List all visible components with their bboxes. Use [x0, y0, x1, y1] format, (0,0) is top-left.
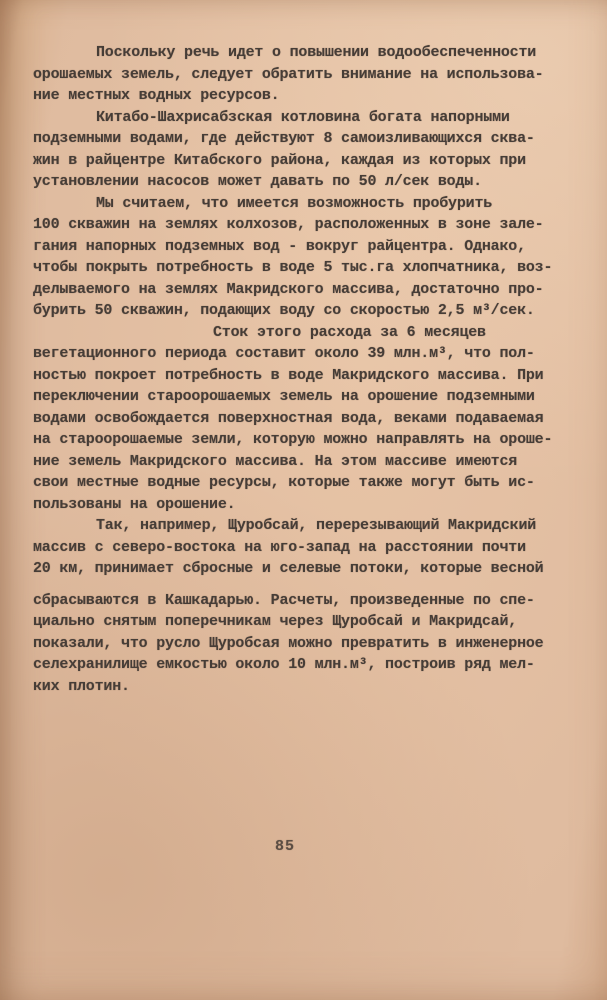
text-line: циально снятым поперечникам через Щуробсай и Макридсай,	[33, 613, 518, 630]
text-line: бурить 50 скважин, подающих воду со скоростью 2,5 м³/сек.	[33, 302, 535, 319]
text-line: ние земель Макридского массива. На этом массиве имеются	[33, 452, 518, 470]
text-line: Так, например, Щуробсай, перерезывающий Макридский	[96, 517, 537, 534]
text-line: на староорошаемые земли, которую можно направлять на ороше-	[33, 431, 553, 448]
paragraph	[33, 322, 582, 516]
page-number: 85	[274, 838, 295, 855]
text-line: селехранилище емкостью около 10 млн.м³, построив ряд мел-	[33, 656, 535, 673]
text-line: Китабо-Шахрисабзская котловина богата напорными	[96, 108, 510, 126]
text-line: ние местных водных ресурсов.	[33, 87, 280, 104]
text-line: Поскольку речь идет о повышении водообеспеченности	[96, 44, 537, 61]
paragraph	[33, 42, 582, 107]
text-line: свои местные водные ресурсы, которые также могут быть ис-	[33, 474, 535, 491]
text-line: орошаемых земель, следует обратить внимание на использова-	[33, 65, 544, 83]
document-text	[33, 42, 582, 697]
text-line: переключении староорошаемых земель на орошение подземными	[33, 388, 535, 405]
paragraph	[33, 590, 582, 698]
text-line: 20 км, принимает сбросные и селевые потоки, которые весной	[33, 560, 544, 577]
text-line: массив с северо-востока на юго-запад на расстоянии почти	[33, 538, 526, 556]
text-line: ностью покроет потребность в воде Макридского массива. При	[33, 366, 544, 384]
text-line: чтобы покрыть потребность в воде 5 тыс.га хлопчатника, воз-	[33, 259, 553, 276]
text-line: делываемого на землях Макридского массива, достаточно про-	[33, 280, 544, 298]
text-line: 100 скважин на землях колхозов, расположенных в зоне зале-	[33, 216, 544, 233]
text-line: ких плотин.	[33, 677, 130, 695]
text-line: установлении насосов может давать по 50 л/сек воды.	[33, 173, 482, 190]
paragraph	[33, 515, 582, 580]
text-line: сбрасываются в Кашкадарью. Расчеты, произведенные по спе-	[33, 591, 535, 609]
text-line: подземными водами, где действуют 8 самоизливающихся сква-	[33, 130, 535, 147]
text-line: жин в райцентре Китабского района, каждая из которых при	[33, 151, 526, 169]
text-line: Мы считаем, что имеется возможность пробурить	[96, 194, 493, 212]
paragraph	[33, 193, 582, 322]
text-line: пользованы на орошение.	[33, 495, 236, 513]
text-line: Сток этого расхода за 6 месяцев	[213, 323, 486, 341]
paragraph	[33, 107, 582, 193]
text-line: показали, что русло Щуробсая можно превратить в инженерное	[33, 634, 544, 652]
text-line: вегетационного периода составит около 39 млн.м³, что пол-	[33, 345, 535, 362]
text-line: гания напорных подземных вод - вокруг райцентра. Однако,	[33, 237, 526, 255]
text-line: водами освобождается поверхностная вода, веками подаваемая	[33, 409, 544, 427]
